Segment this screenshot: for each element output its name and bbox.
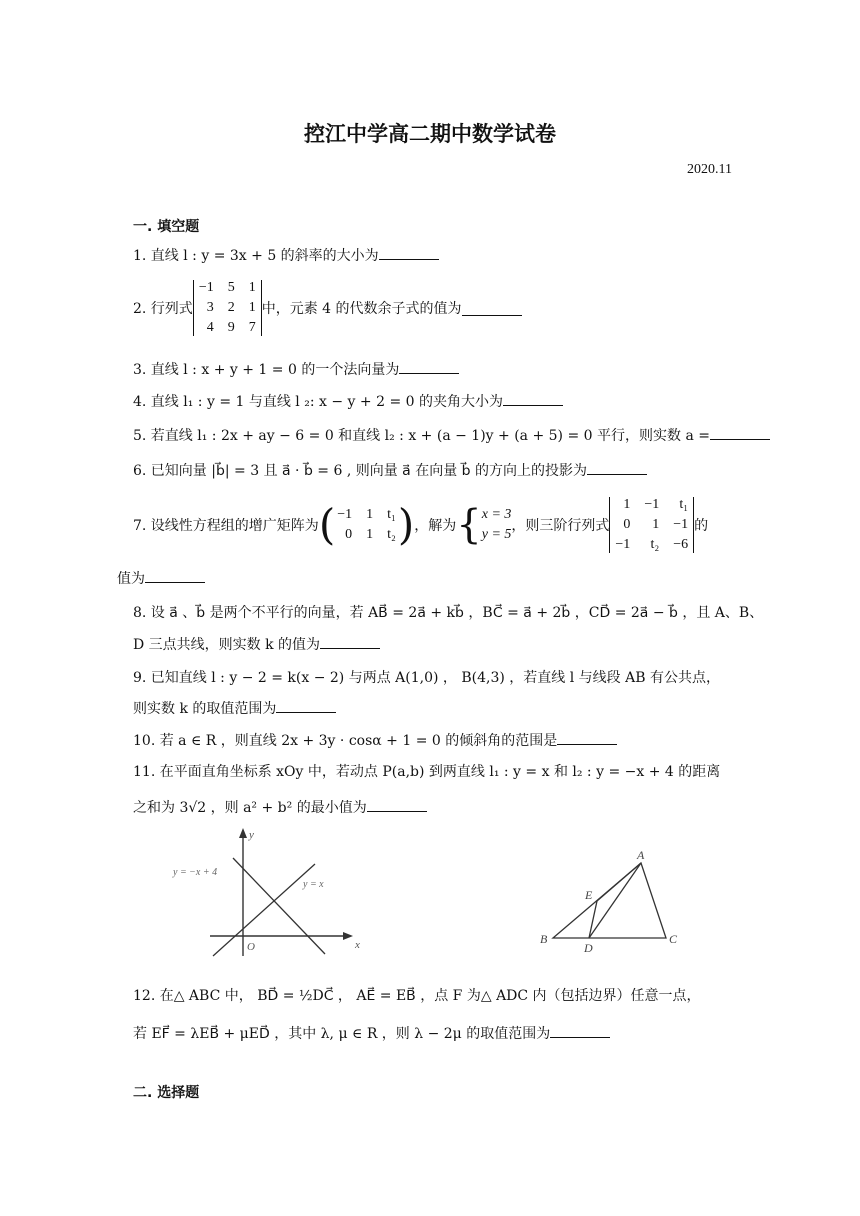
determinant-entry: −1 (615, 537, 631, 552)
matrix-entry: 1 (366, 507, 374, 522)
question-7-continued (117, 568, 205, 588)
determinant-entry: t₂ (650, 537, 660, 552)
question-4 (133, 391, 563, 411)
question-text: 之和为 3√2 ，则 a² + b² 的最小值为 (133, 800, 367, 816)
section-fill-blank: 一. 填空题 (133, 219, 200, 235)
question-text: D 三点共线，则实数 k 的值为 (133, 637, 321, 653)
determinant-entry: 2 (227, 300, 235, 315)
solution-system (482, 505, 512, 544)
line1-label: y = −x + 4 (173, 867, 218, 878)
y-axis-arrow-icon (239, 828, 247, 838)
x-axis-arrow-icon (343, 932, 353, 940)
question-text: 值为 (117, 571, 145, 587)
augmented-matrix (335, 507, 398, 543)
answer-blank (276, 698, 336, 713)
answer-blank (503, 391, 563, 406)
answer-blank (379, 245, 439, 260)
question-9-line-2 (133, 698, 336, 718)
question-text: 10. 若 a ∈ R ，则直线 2x + 3y · cosα + 1 = 0 的倾斜角的范围是 (133, 733, 558, 749)
matrix-entry: 0 (345, 527, 353, 542)
determinant-entry: 5 (227, 280, 235, 295)
determinant-entry: −1 (198, 280, 214, 295)
question-12-line-2 (133, 1023, 610, 1043)
determinant-entry: 7 (248, 320, 256, 335)
determinant-entry: t₁ (679, 497, 689, 512)
vertex-a-label: A (637, 848, 645, 862)
determinant (609, 497, 694, 553)
determinant-grid (610, 497, 693, 553)
matrix-entry: t₂ (387, 527, 396, 542)
matrix-entry: 1 (366, 527, 374, 542)
question-text: 的 (694, 518, 709, 534)
point-e-label: E (585, 888, 593, 902)
answer-blank (550, 1023, 610, 1038)
triangle-abc (553, 863, 666, 938)
question-8-line-1: 8. 设 a⃗ 、b⃗ 是两个不平行的向量，若 AB⃗ = 2a⃗ + kb⃗ ，BC⃗ = a⃗ + 2b⃗ ，CD⃗ = 2a⃗ − b⃗ ，且 A、B、 (133, 605, 764, 621)
question-text: 中，元素 4 的代数余子式的值为 (261, 301, 462, 317)
origin-label: O (247, 941, 255, 953)
solution-y: y = 5 (481, 527, 512, 542)
determinant (193, 280, 262, 336)
determinant-entry: 9 (227, 320, 235, 335)
question-10 (133, 730, 617, 750)
answer-blank (587, 460, 647, 475)
question-text: 则实数 k 的取值范围为 (133, 701, 277, 717)
determinant-entry: 4 (206, 320, 214, 335)
question-2 (133, 272, 522, 344)
solution-x: x = 3 (481, 507, 512, 523)
determinant-entry: 3 (206, 300, 214, 315)
matrix-entry: t₁ (387, 507, 396, 522)
page-title: 控江中学高二期中数学试卷 (304, 122, 556, 146)
answer-blank (320, 634, 380, 649)
question-text: 5. 若直线 l₁ : 2x + ay − 6 = 0 和直线 l₂ : x + (a − 1)y + (a + 5) = 0 平行，则实数 a = (133, 428, 710, 444)
determinant-entry: 1 (652, 517, 660, 532)
exam-date: 2020.11 (687, 162, 732, 177)
line-y-eq-x (213, 864, 315, 956)
question-7 (133, 488, 708, 562)
answer-blank (145, 568, 205, 583)
determinant-entry: 1 (248, 300, 256, 315)
determinant-grid (194, 280, 261, 336)
figure-coordinate-lines (165, 826, 370, 961)
question-text: 2. 行列式 (133, 301, 193, 317)
answer-blank (710, 425, 770, 440)
question-8-line-2 (133, 634, 380, 654)
question-11-line-1: 11. 在平面直角坐标系 xOy 中，若动点 P(a,b) 到两直线 l₁ : y = x 和 l₂ : y = −x + 4 的距离 (133, 764, 721, 780)
question-text: 1. 直线 l : y = 3x + 5 的斜率的大小为 (133, 248, 379, 264)
determinant-entry: 1 (248, 280, 256, 295)
question-text: 6. 已知向量 |b⃗| = 3 且 a⃗ · b⃗ = 6 , 则向量 a⃗ 在向量 b⃗ 的方向上的投影为 (133, 463, 587, 479)
point-d-label: D (584, 941, 593, 955)
determinant-entry: −1 (644, 497, 660, 512)
question-text: 若 EF⃗ = λEB⃗ + μED⃗ ，其中 λ, μ ∈ R ，则 λ − 2μ 的取值范围为 (133, 1026, 551, 1042)
question-text: 4. 直线 l₁ : y = 1 与直线 l ₂: x − y + 2 = 0 的夹角大小为 (133, 394, 503, 410)
left-brace: { (456, 502, 482, 548)
question-3 (133, 359, 459, 379)
answer-blank (557, 730, 617, 745)
determinant-entry: 0 (623, 517, 631, 532)
line2-label: y = x (303, 879, 324, 890)
question-12-line-1: 12. 在△ ABC 中， BD⃗ = ½DC⃗ ， AE⃗ = EB⃗ ，点 F 为△ ADC 内（包括边界）任意一点， (133, 988, 701, 1004)
matrix-entry: −1 (337, 507, 353, 522)
question-text: 3. 直线 l : x + y + 1 = 0 的一个法向量为 (133, 362, 400, 378)
determinant-entry: −6 (673, 537, 689, 552)
question-11-line-2 (133, 797, 427, 817)
question-1 (133, 245, 439, 265)
vertex-c-label: C (669, 932, 678, 946)
determinant-entry: 1 (623, 497, 631, 512)
answer-blank (462, 301, 522, 316)
question-5 (133, 425, 770, 445)
question-text: ，则三阶行列式 (511, 518, 610, 534)
question-9-line-1: 9. 已知直线 l : y − 2 = k(x − 2) 与两点 A(1,0) ， B(4,3) ，若直线 l 与线段 AB 有公共点， (133, 670, 720, 686)
left-paren: ( (318, 500, 336, 549)
question-6 (133, 460, 647, 480)
determinant-entry: −1 (673, 517, 689, 532)
section-multiple-choice: 二. 选择题 (133, 1085, 200, 1101)
y-axis-label: y (249, 829, 254, 841)
line-y-eq-neg-x-plus-4 (233, 858, 325, 954)
x-axis-label: x (355, 939, 360, 951)
answer-blank (399, 359, 459, 374)
figure-triangle (535, 845, 685, 955)
vertex-b-label: B (540, 932, 548, 946)
answer-blank (367, 797, 427, 812)
question-text: 7. 设线性方程组的增广矩阵为 (133, 518, 319, 534)
question-text: ，解为 (414, 518, 457, 534)
right-paren: ) (397, 500, 415, 549)
